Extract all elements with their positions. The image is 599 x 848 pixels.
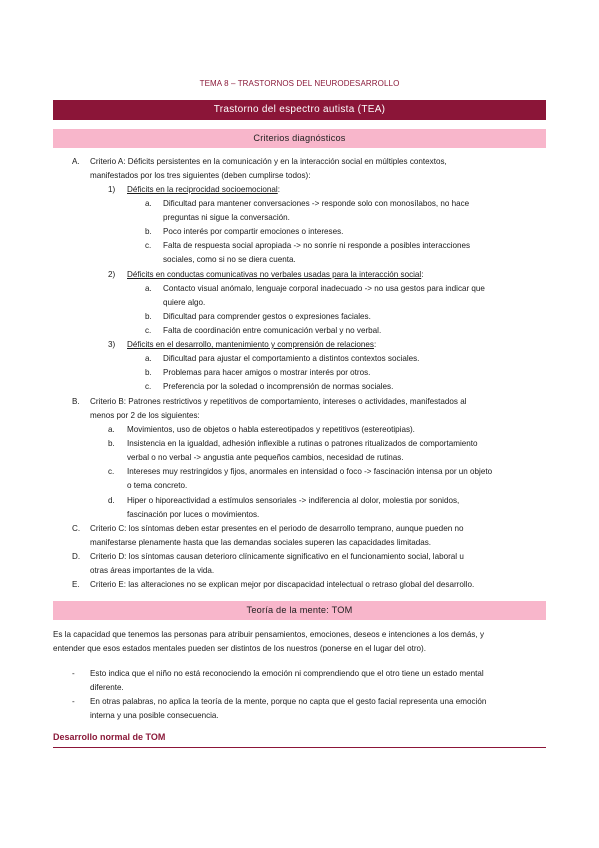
bullet-text: diferente.	[90, 683, 124, 692]
criterio-b-text: Criterio B: Patrones restrictivos y repetitivos de comportamiento, intereses o actividades, manifestados al	[90, 397, 467, 406]
criterio-b-text: menos por 2 de los siguientes:	[90, 411, 200, 420]
heading-colon: :	[373, 340, 377, 349]
list-item-text: Dificultad para ajustar el comportamiento a distintos contextos sociales.	[163, 354, 420, 363]
list-item-text: Hiper o hiporeactividad a estímulos sensoriales -> indiferencia al dolor, molestia por sonidos,	[127, 496, 460, 505]
subsection-heading: Desarrollo normal de TOM	[53, 732, 166, 742]
list-item-text: verbal o no verbal -> angustia ante pequeños cambios, necesidad de rutinas.	[127, 453, 404, 462]
list-marker: 3)	[108, 340, 116, 349]
list-item-text: Poco interés por compartir emociones o intereses.	[163, 227, 344, 236]
list-item-text: Preferencia por la soledad o incomprensión de normas sociales.	[163, 382, 394, 391]
list-item-text: Falta de coordinación entre comunicación verbal y no verbal.	[163, 326, 382, 335]
list-marker: A.	[72, 157, 80, 166]
criterio-c-text: Criterio C: los síntomas deben estar presentes en el periodo de desarrollo temprano, aunque pueden no	[90, 524, 464, 533]
page-title: TEMA 8 – TRASTORNOS DEL NEURODESARROLLO	[199, 79, 400, 88]
criterio-a-text: Criterio A: Déficits persistentes en la comunicación y en la interacción social en múltiples contextos,	[90, 157, 447, 166]
bullet-marker: -	[72, 697, 75, 706]
subcriterion-heading-label: Déficits en el desarrollo, mantenimiento y comprensión de relaciones	[127, 340, 374, 349]
list-item-text: sociales, como si no se diera cuenta.	[163, 255, 296, 264]
list-marker: a.	[145, 284, 152, 293]
subcriterion-heading-label: Déficits en conductas comunicativas no verbales usadas para la interacción social	[127, 270, 422, 279]
list-marker: c.	[145, 382, 152, 391]
criterio-d-text: otras áreas importantes de la vida.	[90, 566, 215, 575]
subcriterion-heading-label: Déficits en la reciprocidad socioemocional	[127, 185, 278, 194]
list-marker: b.	[145, 227, 152, 236]
criterio-a-text: manifestados por los tres siguientes (deben cumplirse todos):	[90, 171, 311, 180]
tom-paragraph: Es la capacidad que tenemos las personas para atribuir pensamientos, emociones, deseos e intenciones a los demás, y	[53, 630, 485, 639]
list-item-text: fascinación por luces o movimientos.	[127, 510, 260, 519]
list-item-text: Problemas para hacer amigos o mostrar interés por otros.	[163, 368, 371, 377]
list-item-text: Dificultad para comprender gestos o expresiones faciales.	[163, 312, 371, 321]
list-item-text: Insistencia en la igualdad, adhesión inflexible a rutinas o patrones ritualizados de comportamiento	[127, 439, 478, 448]
list-item-text: o tema concreto.	[127, 481, 188, 490]
list-item-text: Intereses muy restringidos y fijos, anormales en intensidad o foco -> fascinación intensa por un objeto	[127, 467, 493, 476]
subcriterion-heading	[127, 338, 376, 352]
bullet-text: interna y una posible consecuencia.	[90, 711, 219, 720]
list-marker: c.	[108, 467, 115, 476]
list-marker: a.	[145, 199, 152, 208]
section-banner-tea: Trastorno del espectro autista (TEA)	[53, 100, 546, 120]
list-marker: C.	[72, 524, 81, 533]
list-marker: 1)	[108, 185, 116, 194]
list-item-text: Falta de respuesta social apropiada -> no sonríe ni responde a posibles interacciones	[163, 241, 471, 250]
list-marker: D.	[72, 552, 81, 561]
list-marker: b.	[145, 368, 152, 377]
section-banner-criterios: Criterios diagnósticos	[53, 129, 546, 148]
list-marker: b.	[108, 439, 115, 448]
subcriterion-heading	[127, 268, 423, 282]
criterio-d-text: Criterio D: los síntomas causan deterioro clínicamente significativo en el funcionamiento social, laboral u	[90, 552, 464, 561]
list-marker: E.	[72, 580, 80, 589]
subcriterion-heading	[127, 183, 280, 197]
list-item-text: preguntas ni sigue la conversación.	[163, 213, 290, 222]
bullet-text: En otras palabras, no aplica la teoría de la mente, porque no capta que el gesto facial representa una emoción	[90, 697, 487, 706]
section-banner-tom: Teoría de la mente: TOM	[53, 601, 546, 620]
list-item-text: Dificultad para mantener conversaciones -> responde solo con monosílabos, no hace	[163, 199, 470, 208]
list-marker: c.	[145, 326, 152, 335]
list-marker: a.	[145, 354, 152, 363]
list-marker: 2)	[108, 270, 116, 279]
list-marker: a.	[108, 425, 115, 434]
bullet-text: Esto indica que el niño no está reconociendo la emoción ni comprendiendo que el otro tiene un estado mental	[90, 669, 484, 678]
heading-colon: :	[277, 185, 280, 194]
list-marker: d.	[108, 496, 115, 505]
list-marker: b.	[145, 312, 152, 321]
criterio-e-text: Criterio E: las alteraciones no se explican mejor por discapacidad intelectual o retraso global del desarrollo.	[90, 580, 475, 589]
section-divider	[53, 747, 546, 748]
list-item-text: Movimientos, uso de objetos o habla estereotipados y repetitivos (estereotipias).	[127, 425, 415, 434]
criterio-c-text: manifestarse plenamente hasta que las demandas sociales superen las capacidades limitadas.	[90, 538, 432, 547]
tom-paragraph: entender que esos estados mentales pueden ser distintos de los nuestros (ponerse en el lugar del otro).	[53, 644, 426, 653]
list-marker: B.	[72, 397, 80, 406]
bullet-marker: -	[72, 669, 75, 678]
heading-colon: :	[421, 270, 424, 279]
list-marker: c.	[145, 241, 152, 250]
list-item-text: Contacto visual anómalo, lenguaje corporal inadecuado -> no usa gestos para indicar que	[163, 284, 485, 293]
list-item-text: quiere algo.	[163, 298, 206, 307]
